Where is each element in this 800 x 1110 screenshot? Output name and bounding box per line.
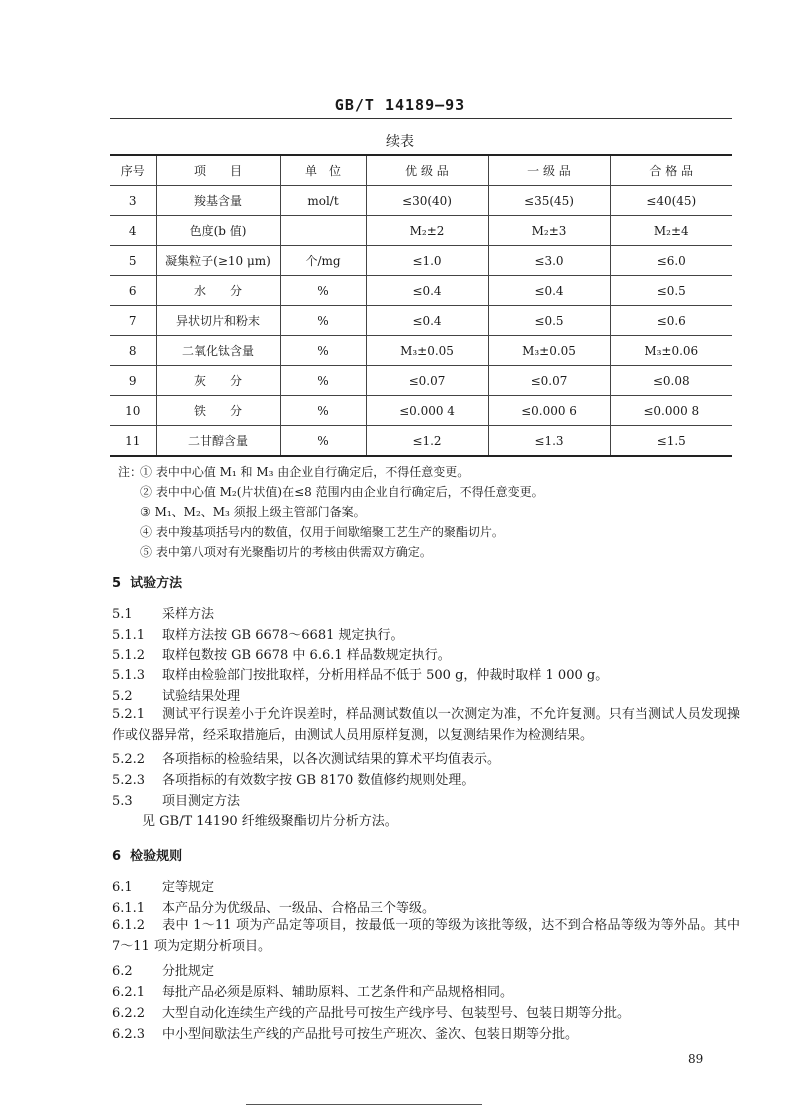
table-cell: M₃±0.05 [366,336,488,366]
table-cell: ≤0.07 [366,366,488,396]
clause-6-2-3 [112,1023,578,1042]
table-header-row [110,155,732,186]
note-item: ⑤ 表中第八项对有光聚酯切片的考核由供需双方确定。 [140,545,432,559]
section-title: 采样方法 [162,607,215,622]
clause-text: 取样由检验部门按批取样，分析用样品不低于 500 g，仲裁时取样 1 000 g。 [162,668,609,683]
table-cell: M₂±2 [366,216,488,246]
table-cell: 7 [110,306,156,336]
notes-lead: 注： [118,465,143,479]
table-notes [118,462,544,562]
table-cell: 9 [110,366,156,396]
table-cell [280,216,366,246]
note-row [118,502,544,522]
table-cell: 凝集粒子(≥10 μm) [156,246,280,276]
col-header-qualified: 合 格 品 [610,155,732,186]
table-cell: ≤1.3 [488,426,610,457]
clause-5-2-3 [112,769,474,788]
bottom-rule [246,1104,482,1105]
clause-6-2-1 [112,981,513,1000]
table-cell: ≤6.0 [610,246,732,276]
table-cell: ≤0.4 [488,276,610,306]
note-row [118,462,544,482]
table-row [110,246,732,276]
table-cell: % [280,396,366,426]
note-item: ① 表中中心值 M₁ 和 M₃ 由企业自行确定后，不得任意变更。 [140,465,470,479]
clause-text: 取样方法按 GB 6678～6681 规定执行。 [162,628,404,643]
clause-text: 取样包数按 GB 6678 中 6.6.1 样品数规定执行。 [162,648,451,663]
clause-text: 测试平行误差小于允许误差时，样品测试数值以一次测定为准，不允许复测。只有当测试人员发现操作或仪器异常，经采取措施后，由测试人员用原样复测，以复测结果作为检测结果。 [112,707,740,743]
clause-5-3-text: 见 GB/T 14190 纤维级聚酯切片分析方法。 [142,814,398,829]
col-header-premium: 优 级 品 [366,155,488,186]
table-cell: ≤1.5 [610,426,732,457]
section-number: 5.1 [112,607,133,622]
clause-number: 6.2.1 [112,985,146,1000]
clause-number: 5.1.2 [112,648,146,663]
clause-number: 5.2.1 [112,707,146,722]
table-cell: 10 [110,396,156,426]
table-cell: % [280,366,366,396]
table-cell: 8 [110,336,156,366]
section-heading-5-3 [112,790,240,809]
table-cell: M₂±4 [610,216,732,246]
table-cell: ≤0.000 4 [366,396,488,426]
table-cell: 6 [110,276,156,306]
table-cell: ≤1.0 [366,246,488,276]
col-header-item: 项 目 [156,155,280,186]
section-title: 定等规定 [162,880,215,895]
table-cell: M₃±0.06 [610,336,732,366]
note-row [118,482,544,502]
clause-number: 5.2.3 [112,773,146,788]
table-cell: ≤0.000 8 [610,396,732,426]
clause-5-1-2 [112,644,451,663]
note-row [118,522,544,542]
table-cell: M₂±3 [488,216,610,246]
table-row [110,186,732,216]
section-heading-5-1 [112,603,214,622]
table-row [110,216,732,246]
table-cell: 色度(b 值) [156,216,280,246]
clause-number: 6.1.2 [112,918,146,933]
table-row [110,276,732,306]
table-cell: M₃±0.05 [488,336,610,366]
clause-6-1-1 [112,897,435,916]
note-item: ③ M₁、M₂、M₃ 须报上级主管部门备案。 [140,505,366,519]
clause-5-1-1 [112,624,404,643]
table-row [110,366,732,396]
table-cell: 二氧化钛含量 [156,336,280,366]
table-cell: ≤0.4 [366,276,488,306]
clause-text: 中小型间歇法生产线的产品批号可按生产班次、釜次、包装日期等分批。 [162,1027,579,1042]
table-cell: ≤35(45) [488,186,610,216]
table-cell: ≤0.000 6 [488,396,610,426]
table-cell: ≤0.5 [488,306,610,336]
clause-number: 5.1.3 [112,668,146,683]
table-cell: % [280,336,366,366]
clause-text: 每批产品必须是原料、辅助原料、工艺条件和产品规格相同。 [162,985,514,1000]
table-cell: 5 [110,246,156,276]
section-number: 5 [112,576,122,591]
table-row [110,306,732,336]
table-cell: mol/t [280,186,366,216]
section-heading-6 [112,845,182,864]
specification-table [110,154,732,457]
table-cell: 异状切片和粉末 [156,306,280,336]
table-cell: ≤3.0 [488,246,610,276]
table-cell: ≤1.2 [366,426,488,457]
clause-6-1-2 [112,915,740,957]
col-header-first-grade: 一 级 品 [488,155,610,186]
clause-number: 6.1.1 [112,901,146,916]
clause-text: 大型自动化连续生产线的产品批号可按生产线序号、包装型号、包装日期等分批。 [162,1006,631,1021]
section-title: 项目测定方法 [162,794,241,809]
section-title: 分批规定 [162,964,215,979]
table-cell: % [280,426,366,457]
section-number: 6 [112,849,122,864]
table-cell: ≤30(40) [366,186,488,216]
col-header-index: 序号 [110,155,156,186]
table-cell: ≤0.5 [610,276,732,306]
table-row [110,426,732,457]
clause-number: 6.2.3 [112,1027,146,1042]
page-number: 89 [688,1052,704,1066]
table-caption: 续表 [386,134,414,150]
table-cell: % [280,306,366,336]
clause-6-2-2 [112,1002,630,1021]
section-number: 5.3 [112,794,133,809]
table-cell: ≤40(45) [610,186,732,216]
section-number: 6.1 [112,880,133,895]
table-cell: 羧基含量 [156,186,280,216]
table-cell: 3 [110,186,156,216]
table-cell: % [280,276,366,306]
table-row [110,336,732,366]
note-item: ④ 表中羧基项括号内的数值，仅用于间歇缩聚工艺生产的聚酯切片。 [140,525,504,539]
table-cell: ≤0.4 [366,306,488,336]
clause-number: 6.2.2 [112,1006,146,1021]
clause-text: 各项指标的检验结果，以各次测试结果的算术平均值表示。 [162,752,501,767]
table-row [110,396,732,426]
clause-number: 5.2.2 [112,752,146,767]
table-cell: 4 [110,216,156,246]
table-cell: ≤0.07 [488,366,610,396]
section-title: 试验方法 [130,576,183,591]
clause-5-1-3 [112,664,608,683]
table-cell: 铁 分 [156,396,280,426]
clause-number: 5.1.1 [112,628,146,643]
section-heading-6-2 [112,960,214,979]
section-heading-5 [112,572,182,591]
clause-5-2-2 [112,748,500,767]
clause-text: 表中 1～11 项为产品定等项目，按最低一项的等级为该批等级，达不到合格品等级为等外品。其中 7～11 项为定期分析项目。 [112,918,740,954]
table-cell: 二甘醇含量 [156,426,280,457]
section-number: 6.2 [112,964,133,979]
section-heading-5-2 [112,685,240,704]
note-row [118,542,544,562]
section-number: 5.2 [112,689,133,704]
clause-text: 各项指标的有效数字按 GB 8170 数值修约规则处理。 [162,773,475,788]
section-title: 检验规则 [130,849,183,864]
table-cell: ≤0.6 [610,306,732,336]
section-title: 试验结果处理 [162,689,241,704]
section-heading-6-1 [112,876,214,895]
clause-text: 本产品分为优级品、一级品、合格品三个等级。 [162,901,436,916]
standard-code-header: GB/T 14189—93 [334,96,466,114]
table-cell: 灰 分 [156,366,280,396]
table-cell: ≤0.08 [610,366,732,396]
table-cell: 个/mg [280,246,366,276]
note-item: ② 表中中心值 M₂(片状值)在≤8 范围内由企业自行确定后，不得任意变更。 [140,485,544,499]
table-cell: 水 分 [156,276,280,306]
table-cell: 11 [110,426,156,457]
header-rule [110,118,732,119]
clause-5-2-1 [112,704,740,746]
col-header-unit: 单 位 [280,155,366,186]
